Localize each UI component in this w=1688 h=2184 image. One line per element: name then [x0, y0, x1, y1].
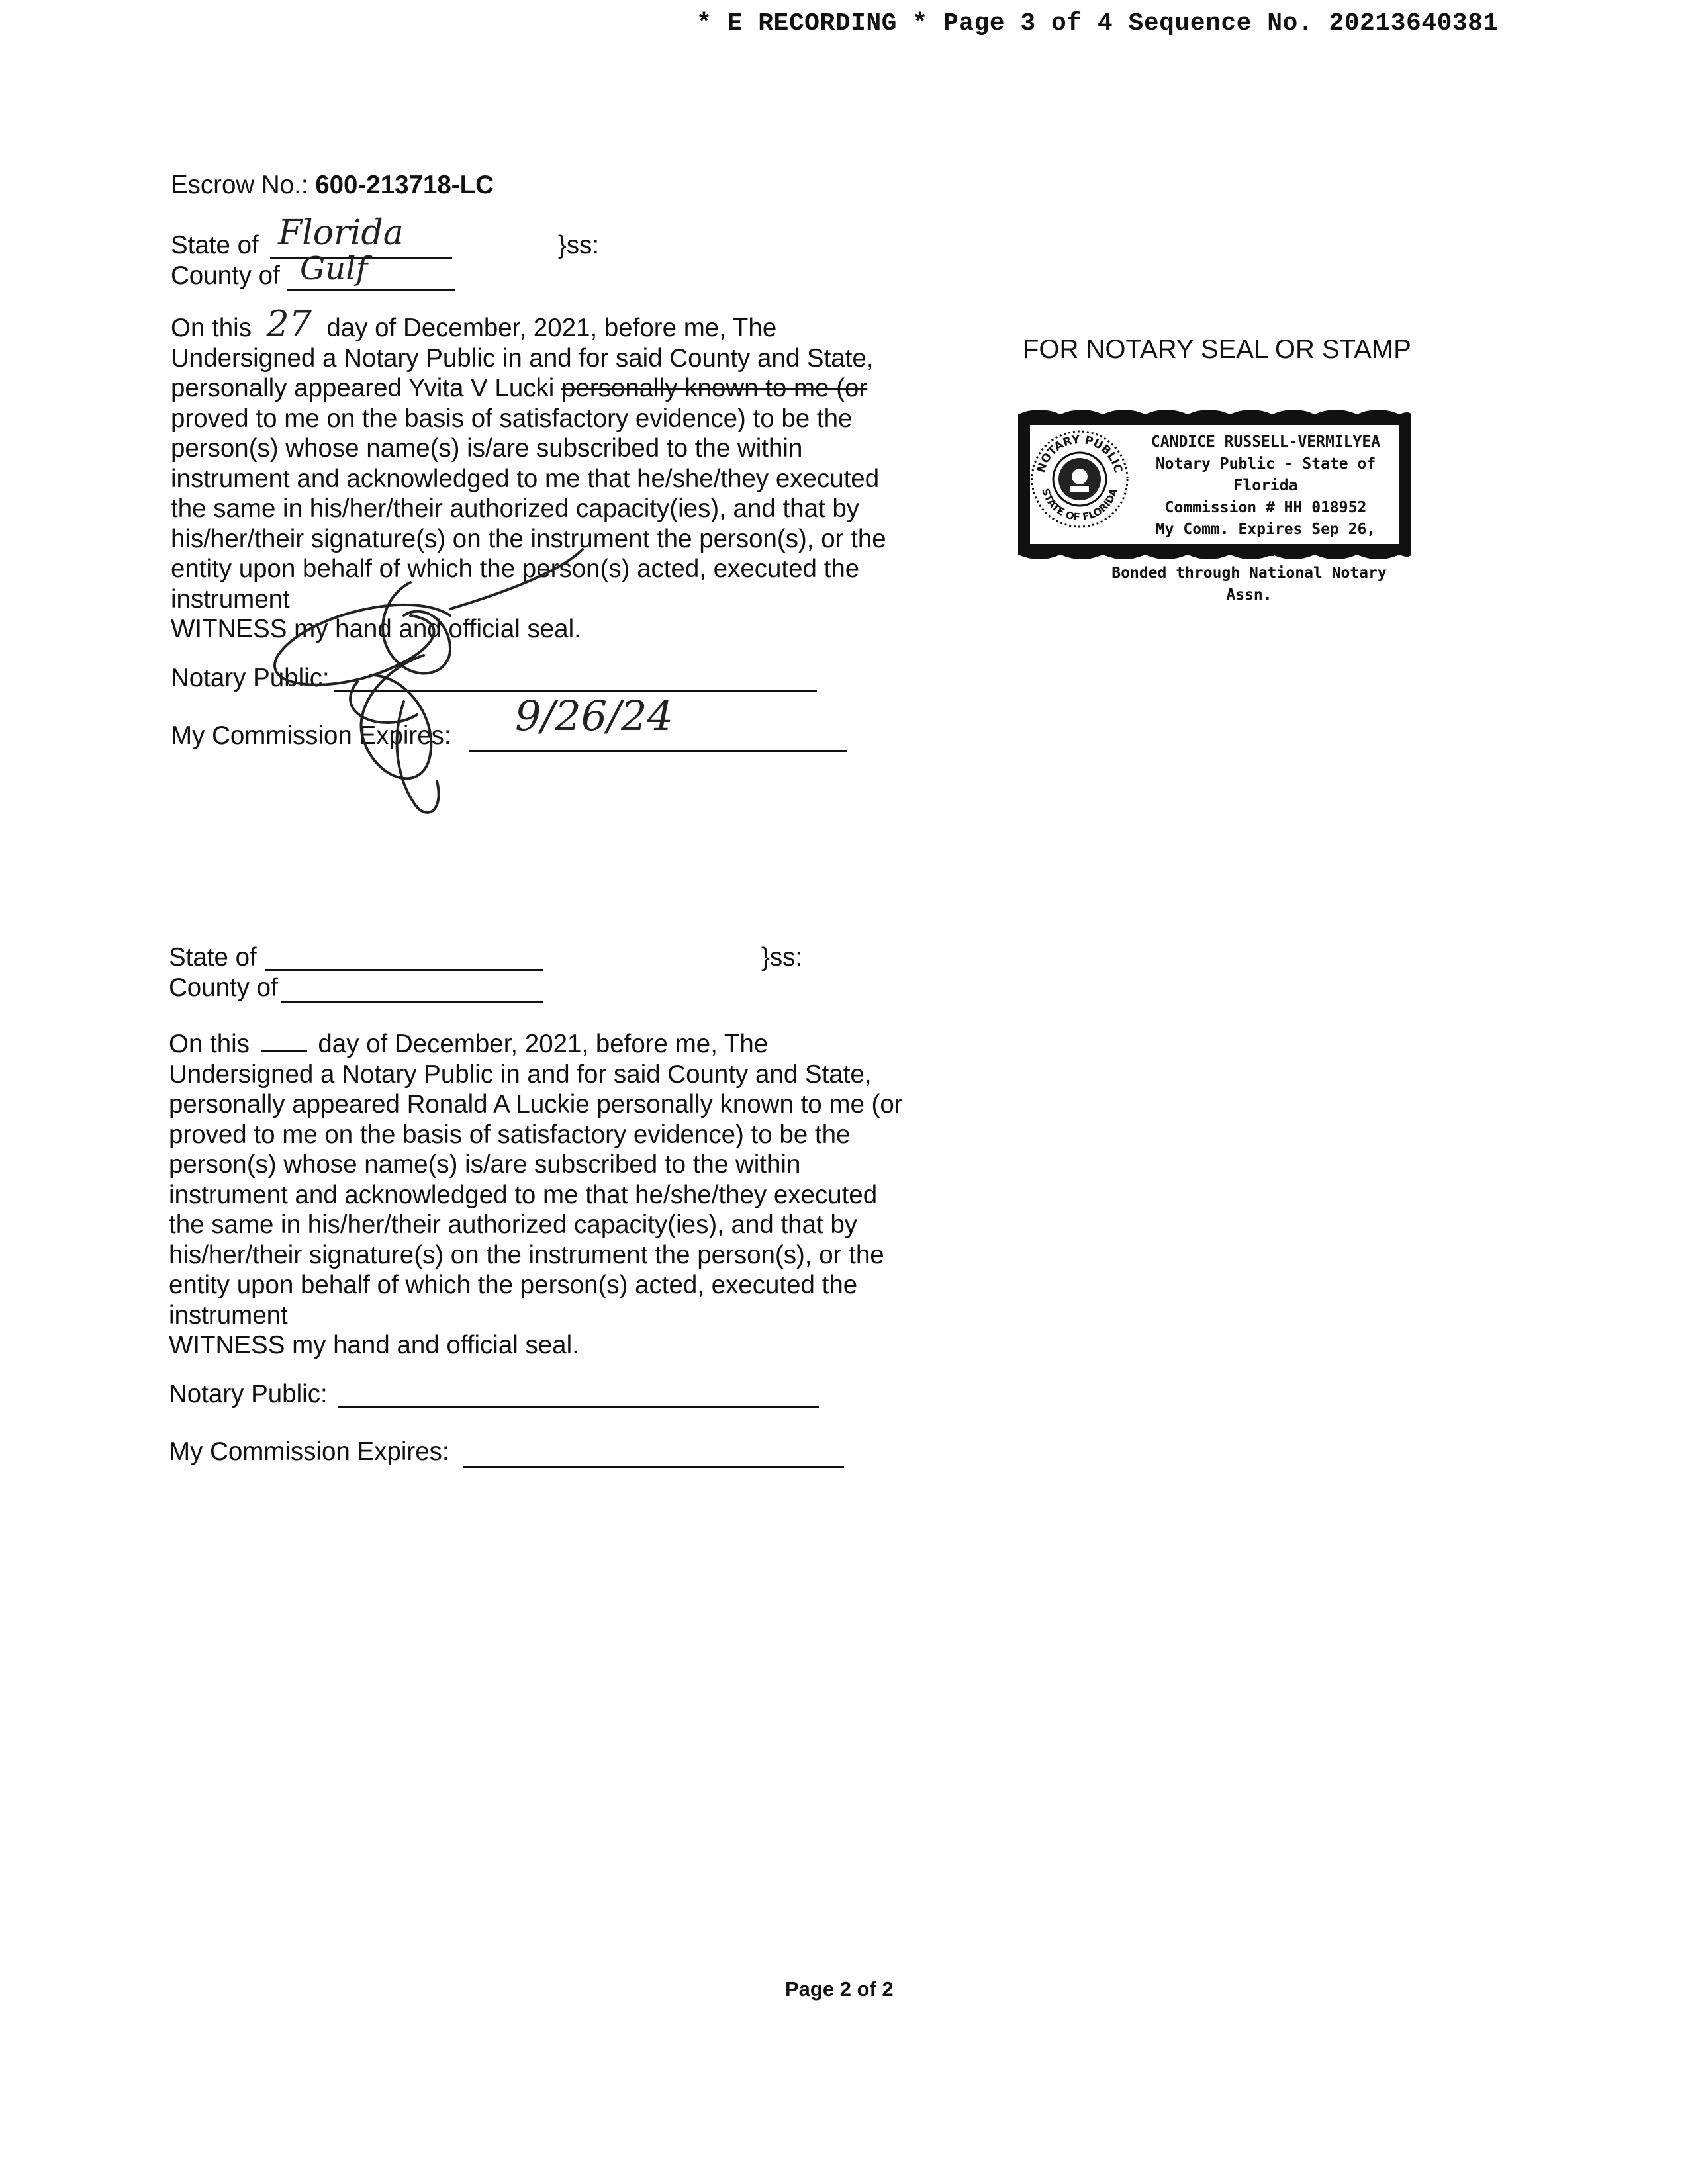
- notary-label-2: Notary Public:: [169, 1379, 328, 1408]
- state-line: [171, 213, 992, 261]
- b2-line2: Undersigned a Notary Public in and for said County and State,: [169, 1060, 872, 1089]
- state-blank-2: [265, 949, 543, 971]
- ss-label: }ss:: [558, 231, 600, 259]
- b2-line8: his/her/their signature(s) on the instrument the person(s), or the: [169, 1240, 884, 1269]
- b2-line7: the same in his/her/their authorized capacity(ies), and that by: [169, 1210, 858, 1239]
- notary-blank-2: [338, 1386, 819, 1408]
- county-blank-2: [281, 981, 543, 1003]
- county-handwritten: Gulf: [300, 250, 368, 287]
- stamp-line5: Bonded through National Notary Assn.: [1111, 565, 1387, 604]
- escrow-value: 600-213718-LC: [315, 171, 494, 199]
- escrow-number: [171, 171, 494, 200]
- recording-header: * E RECORDING * Page 3 of 4 Sequence No. 20213640381: [696, 9, 1499, 38]
- b2-line5: person(s) whose name(s) is/are subscribed to the within: [169, 1150, 801, 1179]
- b2-line10: instrument: [169, 1300, 288, 1330]
- line3-pre: personally appeared Yvita V Lucki: [171, 374, 555, 402]
- commission-handwritten: 9/26/24: [515, 692, 674, 740]
- b2-line3: personally appeared Ronald A Luckie personally known to me (or: [169, 1090, 903, 1118]
- line10: instrument: [171, 584, 290, 614]
- line1-pre: On this: [171, 314, 252, 342]
- commission-label: My Commission Expires:: [171, 721, 451, 750]
- notary-signature: [252, 543, 596, 827]
- day-handwritten: 27: [266, 303, 312, 345]
- state-label: State of: [171, 231, 259, 259]
- county-line-2: [169, 973, 990, 1003]
- line6: instrument and acknowledged to me that he/she/they executed: [171, 464, 880, 493]
- stamp-line3: Commission # HH 018952: [1164, 499, 1367, 516]
- county-line: [171, 250, 992, 291]
- commission-label-2: My Commission Expires:: [169, 1437, 449, 1466]
- stamp-name: CANDICE RUSSELL-VERMILYEA: [1150, 433, 1381, 451]
- notary-label: Notary Public:: [171, 663, 330, 692]
- b2-line6: instrument and acknowledged to me that he/she/they executed: [169, 1180, 878, 1209]
- b2-line4: proved to me on the basis of satisfactory evidence) to be the: [169, 1120, 851, 1149]
- stamp-line2: Notary Public - State of Florida: [1155, 455, 1376, 494]
- line3-struck: personally known to me (or: [561, 374, 868, 402]
- seal-ring-top: NOTARY PUBLIC: [1034, 433, 1125, 475]
- seal-ring-bottom: STATE OF FLORIDA: [1039, 486, 1120, 523]
- line4: proved to me on the basis of satisfactory evidence) to be the: [171, 404, 853, 433]
- line8: his/her/their signature(s) on the instrument the person(s), or the: [171, 524, 886, 553]
- seal-label: FOR NOTARY SEAL OR STAMP: [1023, 335, 1411, 364]
- b2-line11: WITNESS my hand and official seal.: [169, 1331, 579, 1359]
- stamp-line4: My Comm. Expires Sep 26, 2024: [1155, 521, 1376, 560]
- commission-blank-2: [463, 1446, 844, 1468]
- page-footer: Page 2 of 2: [785, 1978, 894, 2001]
- county-label-2: County of: [169, 973, 278, 1002]
- county-label: County of: [171, 261, 280, 290]
- county-blank: [287, 269, 455, 291]
- line1-post: day of December, 2021, before me, The: [326, 314, 777, 342]
- b2-line1-pre: On this: [169, 1030, 250, 1058]
- b2-line9: entity upon behalf of which the person(s) acted, executed the: [169, 1271, 858, 1299]
- day-blank-2: [261, 1030, 307, 1052]
- line2: Undersigned a Notary Public in and for said County and State,: [171, 343, 874, 373]
- stamp-text: [1080, 432, 1398, 606]
- escrow-label: Escrow No.:: [171, 171, 308, 199]
- notary-line-2: [169, 1379, 990, 1410]
- line11: WITNESS my hand and official seal.: [171, 615, 581, 643]
- line9: entity upon behalf of which the person(s) acted, executed the: [171, 555, 860, 583]
- b2-line1-post: day of December, 2021, before me, The: [318, 1030, 769, 1058]
- state-handwritten: Florida: [278, 213, 404, 253]
- commission-line-2: [169, 1437, 990, 1467]
- state-line-2: [169, 942, 990, 973]
- notary-block-2: [169, 942, 990, 1467]
- line5: person(s) whose name(s) is/are subscribed to the within: [171, 434, 803, 463]
- line7: the same in his/her/their authorized capacity(ies), and that by: [171, 494, 860, 523]
- state-label-2: State of: [169, 943, 257, 972]
- ss-label-2: }ss:: [761, 943, 803, 972]
